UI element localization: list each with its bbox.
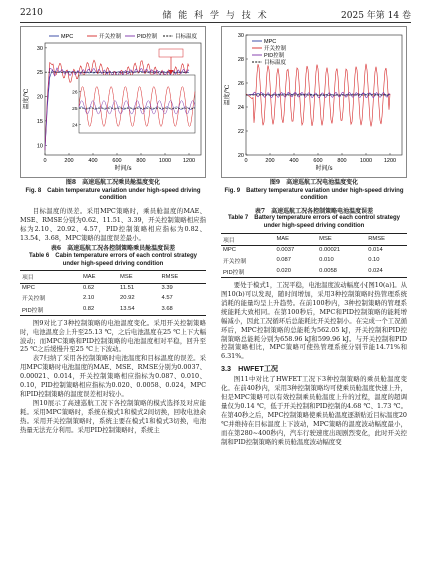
right-paragraph-1: 要处于模式1，工况平稳，电池温度波动幅度小[图10(a)]。从图10(b)可以发现，随时间增加，采用3种控制策略时热管理系统消耗的能量均呈上升趋势。在前100秒内，3种控制策略的管理系统能耗大致相同。在第100秒后，MPC和PID控制策略的能耗增幅减小，因此工况循环后总能耗比开关控制小。在完成一个工况循环后，MPC控制策略的总能耗为562.05 kJ，开关控制和PID控制策略总能耗分别为658.96 kJ和599.96 kJ。与开关控制和PID控制策略相比，MPC策略可使热管理系统分别节能14.71%和6.31%。 [221,281,407,361]
y-axis-label: 温度/℃ [23,88,30,110]
header-rule [20,22,411,23]
table6-cell: 2.10 [82,294,95,301]
figure8-chart [21,27,207,177]
table7-cell: 0.087 [276,257,291,263]
table7-header-3: RMSE [368,236,385,243]
y-tick-label: 15 [36,118,43,125]
table7-header-1: MAE [276,236,290,243]
table7-cell: 0.10 [368,257,380,263]
y-tick-label: 25 [36,70,43,77]
table6-header-2: MSE [120,273,133,280]
table7-header-2: MSE [319,236,332,243]
y-tick-label: 30 [36,45,43,52]
x-tick-label: 0 [244,158,248,164]
journal-name: 储 能 科 学 与 技 术 [162,11,269,21]
table7-cell: 0.024 [368,268,383,275]
section-heading: 3.3 HWFET工况 [221,364,279,374]
table6-body [20,283,206,315]
y-tick-label: 28 [237,57,244,63]
table7 [221,233,407,279]
table7-caption-cn: 表7 高速巡航工况各控制策略电池温度误差 [254,207,374,215]
table6-cell: 11.51 [120,284,135,291]
table7-cell: 0.010 [319,257,334,263]
x-tick-label: 1200 [383,158,397,164]
x-tick-label: 1200 [182,158,196,164]
y-axis-label: 温度/℃ [224,84,231,106]
table6-cell: 20.92 [120,294,135,301]
table7-cell: 0.0037 [276,247,295,254]
table7-cell: 0.014 [368,247,383,254]
x-tick-label: 0 [43,158,47,164]
table6-header-3: RMSE [161,273,179,280]
x-tick-label: 800 [337,158,347,164]
figure9-caption-en: Fig. 9 Battery temperature variation under high-speed driving condition [224,187,404,202]
legend-label: MPC [61,34,74,40]
legend-label: 开关控制 [99,34,122,40]
table6-cell: 开关控制 [22,296,46,303]
figure8-box [20,26,206,178]
table6-header-0: 项目 [22,275,34,282]
table7-caption-en: Table 7 Battery temperature errors of each control strategy under high-speed driving condition [228,215,400,229]
left-paragraph-2: 图9对比了3种控制策略的电池温度变化。采用开关控制策略时，电池温度会上升至25.13 ℃，之后电池温度在25 ℃上下大幅波动；而MPC策略和PID控制策略的电池温度相对平稳，回升至25 ℃之后缓慢升至25 ℃上下波动。 [20,318,206,354]
legend-label: 目标温度 [175,34,198,40]
left-paragraph-1: 目标温度的误差。采用MPC策略时，乘员舱温度的MAE、MSE、RMSE分别为0.62、11.51、3.39，开关控制策略相应指标为2.10、20.92、4.57，PID控制策略相应指标为0.82、13.54、3.68，MPC策略的温度误差最小。 [20,206,206,242]
table6-cell: 13.54 [120,306,135,312]
table7-cell: PID控制 [223,269,245,276]
left-paragraph-3: 表7归纳了采用各控制策略时电池温度和目标温度的误差。采用MPC策略时电池温度的MAE、MSE、RMSE分别为0.0037、0.00021、0.014，开关控制策略相应指标为0.087、0.010、0.10，PID控制策略相应指标为0.020、0.0058、0.024，MPC和PID控制策略的温度误差相对较小。 [20,354,206,398]
table-row [221,245,407,254]
year-volume: 2025 年第 14 卷 [341,11,411,21]
table-row [20,303,206,315]
y-tick-label: 30 [237,33,244,39]
table6-cell: MPC [22,284,35,291]
legend-label: 目标温度 [264,60,287,66]
table-row [221,254,407,265]
inset-y-tick-label: 26 [72,90,78,96]
table6-cell: 3.39 [161,284,173,291]
table-row [20,292,206,303]
y-tick-label: 24 [237,105,244,111]
right-paragraph-2: 图11中对比了HWFET工况下3种控制策略的乘员舱温度变化。在前40秒内，采用3种控制策略均可使乘员舱温度快速上升，但是MPC策略可以有效控制乘员舱温度上升的过程，温度的超调量仅为0.14 ℃，低于开关控制和PID控制的4.68 ℃、1.73 ℃。在第40秒之后，MPC控制策略使乘员舱温度逐渐贴近目标温度20 ℃并维持在目标温度上下波动，MPC策略的温度波动幅度最小，而在第280~400秒内，汽车行驶速度出现剧烈变化，此时开关控制和PID控制策略的乘员舱温度波动幅度变 [221,375,407,446]
table6-cell: 4.57 [161,294,173,301]
table6-cell: 0.62 [82,284,95,291]
table7-cell: 0.0058 [319,268,337,275]
table7-cell: 0.020 [276,268,291,275]
left-column [20,26,206,434]
legend-label: 开关控制 [264,46,287,52]
table6-header-row [20,271,206,283]
legend-label: PID控制 [264,53,285,59]
y-tick-label: 20 [237,153,244,159]
inset-frame [79,75,195,133]
x-tick-label: 600 [112,158,122,164]
table7-cell: MPC [223,247,236,254]
table6-caption-en: Table 6 Cabin temperature errors of each control strategy under high-speed driving condition [29,253,197,267]
right-column [221,26,407,446]
legend-label: MPC [264,39,277,45]
figure8-caption-cn: 图8 高速巡航工况乘员舱温度变化 [65,179,161,186]
table7-header-row [221,233,407,245]
table7-body [221,245,407,277]
x-tick-label: 1000 [359,158,373,164]
zoom-region-box [159,49,183,57]
x-tick-label: 1000 [158,158,172,164]
x-tick-label: 800 [136,158,146,164]
figure9-box [221,26,407,178]
table6-caption-cn: 表6 高速巡航工况各控制策略乘员舱温度误差 [50,245,176,253]
figure8-caption-en: Fig. 8 Cabin temperature variation under high-speed driving condition [25,187,201,202]
x-axis-label: 时间/s [315,165,333,172]
y-tick-label: 10 [36,143,43,150]
page-number: 2210 [20,8,43,18]
table7-header-0: 项目 [223,237,235,244]
x-tick-label: 200 [64,158,74,164]
table6-header-1: MAE [82,273,96,280]
x-tick-label: 200 [265,158,275,164]
y-tick-label: 26 [237,81,244,87]
table-row [20,283,206,292]
x-tick-label: 400 [289,158,299,164]
figure9-chart [222,27,408,177]
left-paragraph-4: 图10展示了高速巡航工况下各控制策略的模式选择及对应能耗。采用MPC策略时，系统在模式1和模式2间切换，回收电池余热。采用开关控制策略时，系统主要在模式1和模式3切换，电池热量无法充分利用。采用PID控制策略时，系统主 [20,398,206,434]
table6-cell: PID控制 [22,307,44,314]
y-tick-label: 20 [36,94,43,101]
table6-cell: 3.68 [161,306,173,312]
inset-y-tick-label: 25 [72,107,78,113]
table6 [20,270,206,316]
x-tick-label: 600 [313,158,323,164]
page-header [20,8,411,22]
table7-cell: 0.00021 [319,247,341,254]
y-tick-label: 22 [237,129,244,135]
x-axis-label: 时间/s [114,165,132,172]
table7-cell: 开关控制 [223,258,247,265]
table-row [221,266,407,278]
inset-y-tick-label: 24 [72,123,78,129]
figure9-caption-cn: 图9 高速巡航工况电池温度变化 [269,179,359,186]
table6-cell: 0.82 [82,306,95,312]
x-tick-label: 400 [88,158,98,164]
legend-label: PID控制 [137,34,158,40]
